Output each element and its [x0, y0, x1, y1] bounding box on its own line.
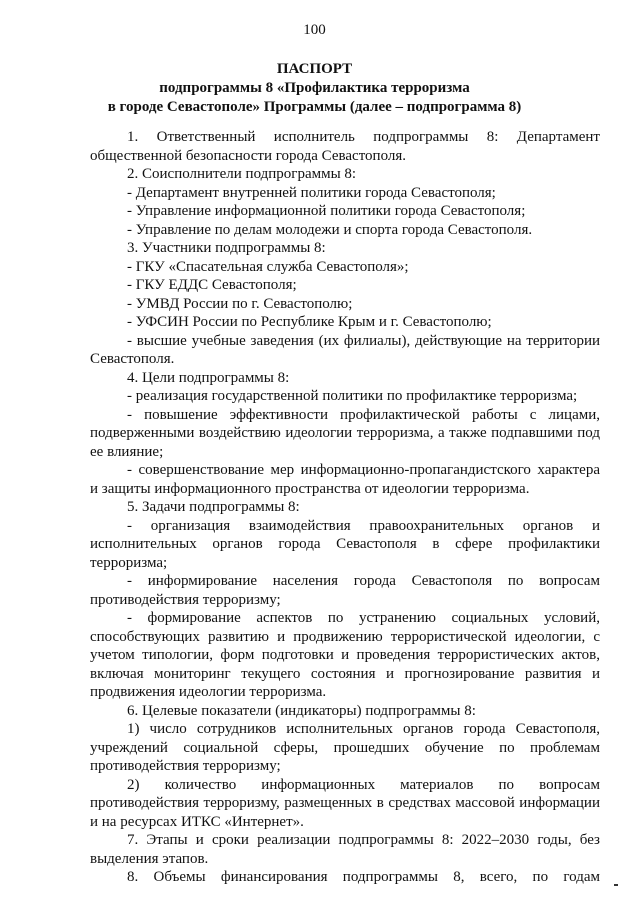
paragraph: 3. Участники подпрограммы 8:	[127, 240, 326, 256]
paragraph: - информирование населения города Севастополя по вопросам противодействия терроризму;	[90, 573, 600, 608]
paragraph: - ГКУ «Спасательная служба Севастополя»;	[127, 258, 409, 275]
paragraph: 5. Задачи подпрограммы 8:	[127, 499, 300, 515]
paragraph: - Департамент внутренней политики города Севастополя;	[127, 184, 496, 201]
document-header	[70, 60, 559, 117]
document-body	[90, 128, 600, 887]
paragraph: - организация взаимодействия правоохранительных органов и исполнительных органов города Севастополя в сфере профилактики терроризма;	[90, 517, 600, 571]
paragraph: 2) количество информационных материалов по вопросам противодействия терроризму, размещенных в средствах массовой информации и на ресурсах ИТКС «Интернет».	[90, 776, 600, 830]
header-title: ПАСПОРТ	[276, 61, 353, 77]
paragraph: 4. Цели подпрограммы 8:	[127, 369, 290, 386]
paragraph: - формирование аспектов по устранению социальных условий, способствующих развитию и продвижению террористической идеологии, с учетом типологии, форм подготовки и проведения террористических актов, включая мониторинг текущего состояния и прогнозирование развития и продвижения идеологии терроризма.	[90, 610, 600, 700]
paragraph: - повышение эффективности профилактической работы с лицами, подверженными воздействию идеологии терроризма, а также подпавшими под ее влияние;	[90, 406, 600, 460]
paragraph: - УФСИН России по Республике Крым и г. Севастополю;	[127, 314, 492, 330]
paragraph: - реализация государственной политики по профилактике терроризма;	[127, 388, 578, 404]
header-subtitle-line-1: подпрограммы 8 «Профилактика терроризма	[159, 80, 470, 96]
paragraph: - Управление информационной политики города Севастополя;	[127, 203, 526, 219]
paragraph: 7. Этапы и сроки реализации подпрограммы 8: 2022–2030 годы, без выделения этапов.	[90, 832, 600, 867]
paragraph: - УМВД России по г. Севастополю;	[127, 295, 353, 312]
header-subtitle-line-2: в городе Севастополе» Программы (далее – подпрограмма 8)	[107, 99, 522, 115]
paragraph: 8. Объемы финансирования подпрограммы 8, всего, по годам	[127, 869, 600, 885]
paragraph: 6. Целевые показатели (индикаторы) подпрограммы 8:	[127, 702, 476, 719]
paragraph: - Управление по делам молодежи и спорта города Севастополя.	[127, 221, 533, 238]
paragraph: 1) число сотрудников исполнительных органов города Севастополя, учреждений социальной сферы, прошедших обучение по проблемам противодействия терроризму;	[90, 721, 600, 774]
scan-mark	[614, 884, 618, 886]
paragraph: 2. Соисполнители подпрограммы 8:	[127, 166, 357, 182]
paragraph: - ГКУ ЕДДС Севастополя;	[127, 277, 297, 293]
paragraph: 1. Ответственный исполнитель подпрограммы 8: Департамент общественной безопасности города Севастополя.	[90, 129, 600, 164]
page-number: 100	[303, 22, 326, 38]
paragraph: - совершенствование мер информационно-пропагандистского характера и защиты информационного пространства от идеологии терроризма.	[90, 462, 600, 497]
paragraph: - высшие учебные заведения (их филиалы), действующие на территории Севастополя.	[90, 332, 600, 367]
